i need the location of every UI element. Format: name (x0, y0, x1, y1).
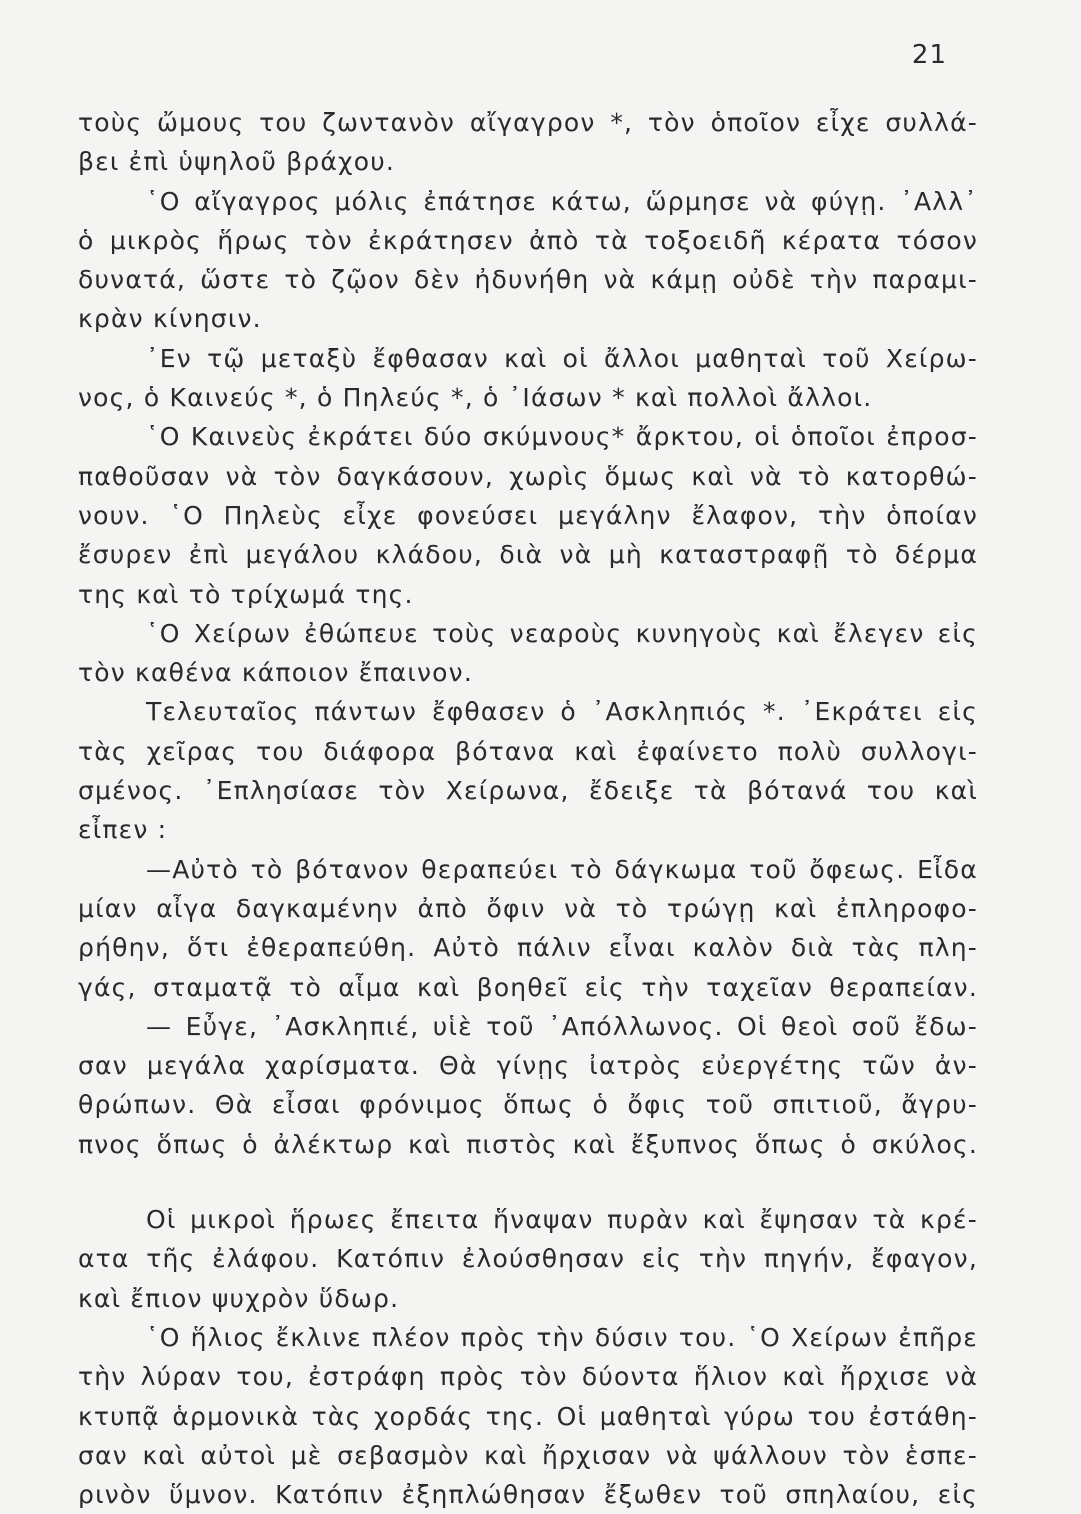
text-line: ῾Ο Καινεὺς ἐκράτει δύο σκύμνους* ἄρκτου, οἱ ὁποῖοι ἐπροσ- (146, 422, 978, 452)
text-line: σαν καὶ αὐτοὶ μὲ σεβασμὸν καὶ ἤρχισαν νὰ ψάλλουν τὸν ἑσπε- (78, 1440, 978, 1470)
text-line: πνος ὅπως ὁ ἀλέκτωρ καὶ πιστὸς καὶ ἔξυπνος ὅπως ὁ σκύλος. (78, 1129, 978, 1159)
text-line: ῾Ο Χείρων ἐθώπευε τοὺς νεαροὺς κυνηγοὺς καὶ ἔλεγεν εἰς (146, 618, 978, 648)
text-line: ρήθην, ὅτι ἐθεραπεύθη. Αὐτὸ πάλιν εἶναι καλὸν διὰ τὰς πλη- (78, 933, 978, 963)
text-line: ῾Ο αἴγαγρος μόλις ἐπάτησε κάτω, ὥρμησε νὰ φύγῃ. ᾿Αλλ᾿ (146, 186, 978, 216)
text-line: ᾿Εν τῷ μεταξὺ ἔφθασαν καὶ οἱ ἄλλοι μαθηταὶ τοῦ Χείρω- (146, 343, 978, 373)
page-number: 21 (911, 40, 947, 70)
text-line: σμένος. ᾿Επλησίασε τὸν Χείρωνα, ἔδειξε τὰ βότανά του καὶ (78, 776, 978, 806)
text-line: εἶπεν : (78, 815, 168, 845)
text-line: σαν μεγάλα χαρίσματα. Θὰ γίνῃς ἰατρὸς εὐεργέτης τῶν ἀν- (78, 1051, 978, 1081)
text-line: ατα τῆς ἐλάφου. Κατόπιν ἐλούσθησαν εἰς τὴν πηγήν, ἔφαγον, (78, 1244, 978, 1274)
text-line: καὶ ἔπιον ψυχρὸν ὕδωρ. (78, 1283, 400, 1313)
text-line: μίαν αἶγα δαγκαμένην ἀπὸ ὄφιν νὰ τὸ τρώγῃ καὶ ἐπληροφο- (78, 893, 978, 923)
text-line: δυνατά, ὥστε τὸ ζῷον δὲν ἠδυνήθη νὰ κάμῃ οὐδὲ τὴν παραμι- (78, 265, 978, 295)
body-text (78, 103, 978, 1514)
text-line: ρινὸν ὕμνον. Κατόπιν ἐξηπλώθησαν ἔξωθεν τοῦ σπηλαίου, εἰς (78, 1480, 978, 1510)
text-line: Οἱ μικροὶ ἥρωες ἔπειτα ἥναψαν πυρὰν καὶ ἔψησαν τὰ κρέ- (146, 1205, 978, 1235)
text-line: ἔσυρεν ἐπὶ μεγάλου κλάδου, διὰ νὰ μὴ καταστραφῇ τὸ δέρμα (78, 540, 978, 570)
text-line: κρὰν κίνησιν. (78, 304, 262, 334)
text-line: ὁ μικρὸς ἥρως τὸν ἐκράτησεν ἀπὸ τὰ τοξοειδῆ κέρατα τόσον (78, 225, 978, 255)
text-line: τὴν λύραν του, ἐστράφη πρὸς τὸν δύοντα ἥλιον καὶ ἤρχισε νὰ (78, 1362, 978, 1392)
text-line: νος, ὁ Καινεύς *, ὁ Πηλεύς *, ὁ ᾿Ιάσων * καὶ πολλοὶ ἄλλοι. (78, 383, 873, 413)
text-line: τοὺς ὤμους του ζωντανὸν αἴγαγρον *, τὸν ὁποῖον εἶχε συλλά- (78, 108, 978, 137)
text-line: γάς, σταματᾷ τὸ αἷμα καὶ βοηθεῖ εἰς τὴν ταχεῖαν θεραπείαν. (78, 972, 978, 1002)
text-line: θρώπων. Θὰ εἶσαι φρόνιμος ὅπως ὁ ὄφις τοῦ σπιτιοῦ, ἄγρυ- (78, 1090, 978, 1120)
text-line: νουν. ῾Ο Πηλεὺς εἶχε φονεύσει μεγάλην ἔλαφον, τὴν ὁποίαν (78, 500, 978, 530)
text-line: της καὶ τὸ τρίχωμά της. (78, 579, 414, 609)
text-line: ῾Ο ἥλιος ἔκλινε πλέον πρὸς τὴν δύσιν του. ῾Ο Χείρων ἐπῆρε (146, 1322, 978, 1352)
text-line: βει ἐπὶ ὑψηλοῦ βράχου. (78, 147, 396, 177)
text-line: παθοῦσαν νὰ τὸν δαγκάσουν, χωρὶς ὅμως καὶ νὰ τὸ κατορθώ- (78, 461, 978, 491)
text-line: κτυπᾷ ἁρμονικὰ τὰς χορδάς της. Οἱ μαθηταὶ γύρω του ἐστάθη- (78, 1401, 978, 1431)
text-line: —Αὐτὸ τὸ βότανον θεραπεύει τὸ δάγκωμα τοῦ ὄφεως. Εἶδα (146, 854, 978, 884)
text-line: — Εὖγε, ᾿Ασκληπιέ, υἱὲ τοῦ ᾿Απόλλωνος. Οἱ θεοὶ σοῦ ἔδω- (146, 1011, 978, 1041)
text-line: τὰς χεῖρας του διάφορα βότανα καὶ ἐφαίνετο πολὺ συλλογι- (78, 736, 978, 766)
text-line: τὸν καθένα κάποιον ἔπαινον. (78, 658, 473, 688)
text-line: Τελευταῖος πάντων ἔφθασεν ὁ ᾿Ασκληπιός *. ᾿Εκράτει εἰς (146, 697, 978, 727)
